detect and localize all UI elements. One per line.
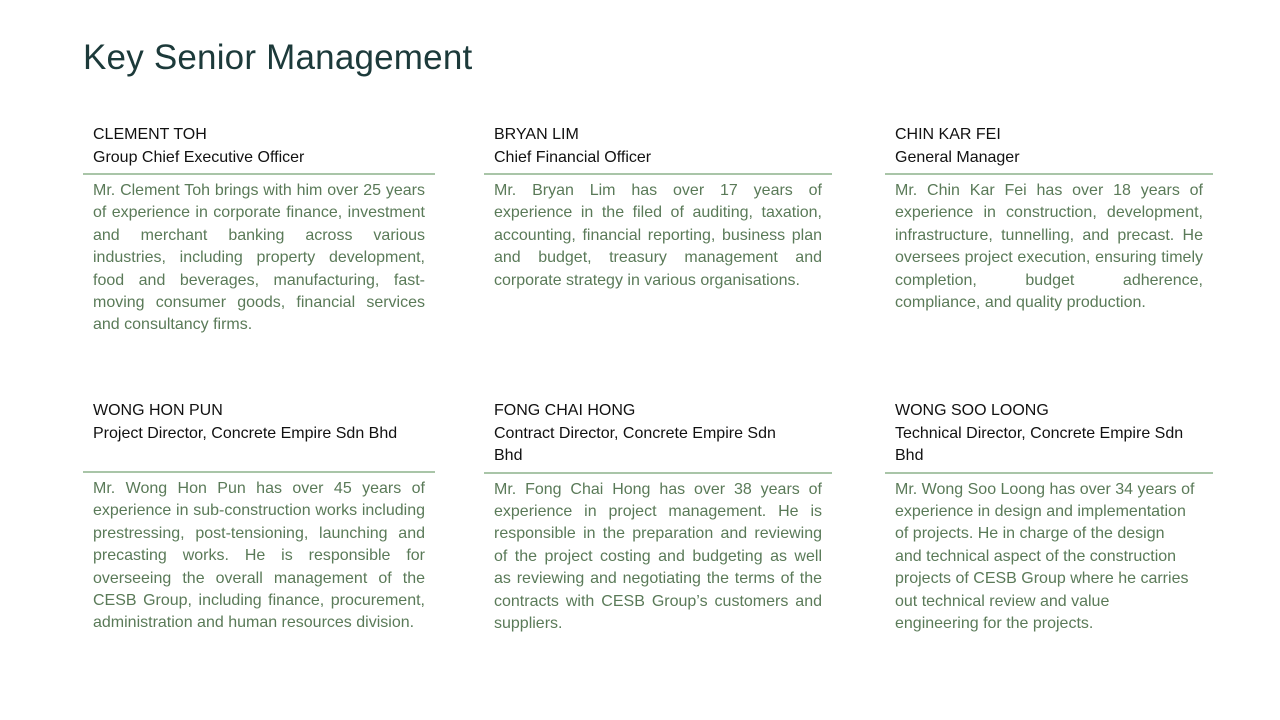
profile-bio: Mr. Wong Soo Loong has over 34 years of experience in design and implementation of projects. He in charge of the design and technical aspect of the construction projects of CESB Group where he carries out technical review and value engineering for the projects. xyxy=(895,480,1195,632)
profile-bio: Mr. Bryan Lim has over 17 years of experience in the filed of auditing, taxation, accounting, financial reporting, business plan and budget, treasury management and corporate strategy in various organisations. xyxy=(494,182,822,289)
profile-header xyxy=(484,124,832,169)
profile-role: Technical Director, Concrete Empire Sdn Bhd xyxy=(895,424,1184,464)
profile-role: Project Director, Concrete Empire Sdn Bhd xyxy=(93,424,398,442)
profile-name: WONG SOO LOONG xyxy=(895,402,1049,419)
profile-role: Group Chief Executive Officer xyxy=(93,148,305,166)
profile-header xyxy=(885,400,1213,468)
profile-role: General Manager xyxy=(895,148,1020,166)
profile-card-wong-soo-loong xyxy=(885,400,1213,635)
profile-name: BRYAN LIM xyxy=(494,126,579,143)
page-title: Key Senior Management xyxy=(83,38,473,77)
profile-card-bryan-lim xyxy=(484,124,832,292)
profile-card-wong-hon-pun xyxy=(83,400,435,635)
profile-header xyxy=(83,124,435,169)
profile-bio: Mr. Clement Toh brings with him over 25 years of experience in corporate finance, investment and merchant banking across various industries, including property development, food and beverages, manufacturing, fast-moving consumer goods, financial services and consultancy firms. xyxy=(93,182,425,334)
profile-bio: Mr. Chin Kar Fei has over 18 years of experience in construction, development, infrastructure, tunnelling, and precast. He oversees project execution, ensuring timely completion, budget adherence, compliance, and quality production. xyxy=(895,182,1203,312)
profile-role: Chief Financial Officer xyxy=(494,148,652,166)
profile-bio: Mr. Wong Hon Pun has over 45 years of experience in sub-construction works including prestressing, post-tensioning, launching and precasting works. He is responsible for overseeing the overall management of the CESB Group, including finance, procurement, administration and human resources division. xyxy=(93,480,425,632)
profile-header xyxy=(484,400,832,468)
profile-bio: Mr. Fong Chai Hong has over 38 years of experience in project management. He is responsible in the preparation and reviewing of the project costing and budgeting as well as reviewing and negotiating the terms of the contracts with CESB Group’s customers and suppliers. xyxy=(494,480,822,632)
profile-header xyxy=(885,124,1213,169)
profile-header xyxy=(83,400,435,445)
profile-card-clement-toh xyxy=(83,124,435,337)
profile-card-fong-chai-hong xyxy=(484,400,832,635)
profile-name: CHIN KAR FEI xyxy=(895,126,1001,143)
profile-name: WONG HON PUN xyxy=(93,402,223,419)
profile-card-chin-kar-fei xyxy=(885,124,1213,314)
profile-role: Contract Director, Concrete Empire Sdn Bhd xyxy=(494,424,776,464)
profile-name: FONG CHAI HONG xyxy=(494,402,636,419)
profile-name: CLEMENT TOH xyxy=(93,126,207,143)
